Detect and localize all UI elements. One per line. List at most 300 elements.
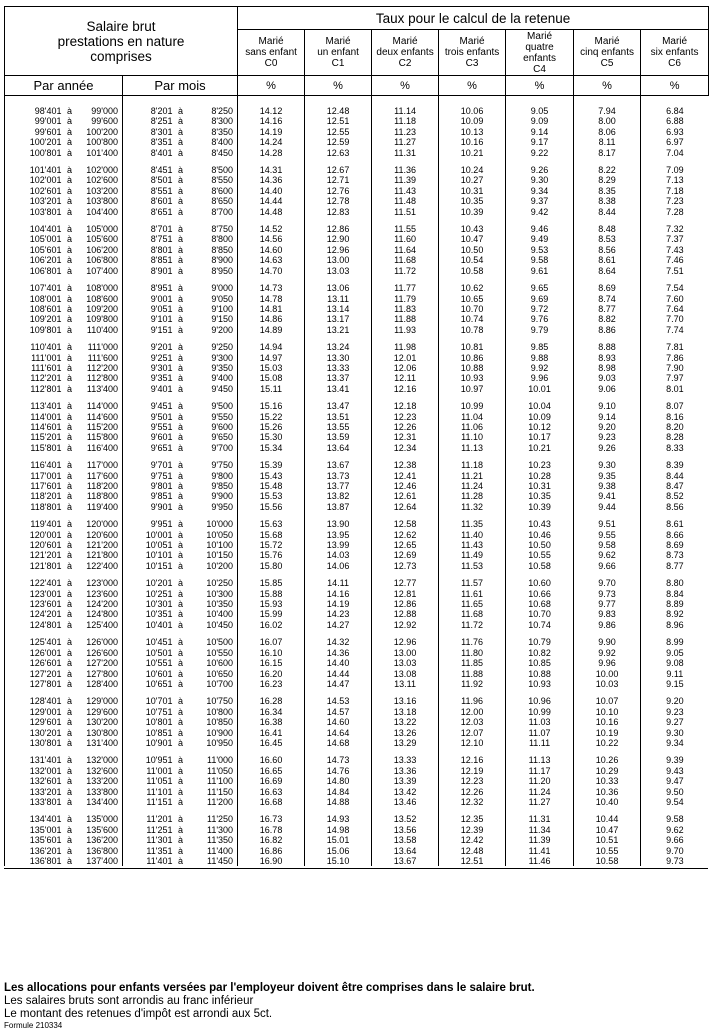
- rate-c2: 11.93: [372, 325, 439, 335]
- gap-cell: [574, 748, 641, 755]
- month-from: 10'251: [123, 589, 174, 599]
- rate-c5: 9.58: [574, 540, 641, 550]
- table-row: [5, 578, 709, 588]
- year-from: 123'601: [5, 599, 63, 609]
- rate-c6: 8.77: [641, 561, 709, 571]
- year-to: 99'600: [91, 116, 118, 127]
- month-to: 10'650: [206, 668, 234, 679]
- rate-c2: 13.64: [372, 846, 439, 856]
- range-separator: à: [66, 362, 72, 373]
- rate-c5: 10.07: [574, 696, 641, 706]
- gap-cell: [641, 807, 709, 814]
- gap-cell: [63, 394, 77, 401]
- gap-cell: [372, 807, 439, 814]
- rate-c2: 11.36: [372, 165, 439, 175]
- rate-c3: 10.13: [439, 127, 506, 137]
- rate-c4: 9.34: [506, 186, 574, 196]
- rate-c4: 11.17: [506, 766, 574, 776]
- table-row: [5, 127, 709, 137]
- month-from: 10'301: [123, 599, 174, 609]
- rate-c6: 7.54: [641, 283, 709, 293]
- month-to: 8'350: [211, 126, 234, 137]
- table-row: [5, 460, 709, 470]
- gap-cell: [641, 276, 709, 283]
- rate-c0: 15.43: [238, 471, 305, 481]
- gap-cell: [372, 335, 439, 342]
- rate-c4: 11.13: [506, 755, 574, 765]
- gap-cell: [372, 276, 439, 283]
- range-separator: à: [66, 796, 72, 807]
- rate-c3: 11.21: [439, 471, 506, 481]
- gap-cell: [305, 158, 372, 165]
- range-separator: à: [66, 224, 72, 235]
- gap-cell: [123, 689, 174, 696]
- year-to: 130'800: [86, 727, 118, 738]
- range-separator: à: [177, 658, 183, 669]
- gap-cell: [238, 630, 305, 637]
- rate-c0: 15.63: [238, 519, 305, 529]
- gap-cell: [506, 217, 574, 224]
- month-from: 11'251: [123, 825, 174, 835]
- year-from: 127'801: [5, 679, 63, 689]
- column-header-c6: Marié six enfants C6: [641, 30, 709, 76]
- month-from: 8'351: [123, 137, 174, 147]
- month-from: 11'301: [123, 835, 174, 845]
- rate-c6: 7.18: [641, 186, 709, 196]
- gap-cell: [439, 807, 506, 814]
- rate-c3: 10.70: [439, 304, 506, 314]
- gap-cell: [641, 630, 709, 637]
- table-row: [5, 620, 709, 630]
- column-header-c5: Marié cinq enfants C5: [574, 30, 641, 76]
- rate-c4: 9.26: [506, 165, 574, 175]
- rate-c0: 15.53: [238, 491, 305, 501]
- rate-c5: 8.69: [574, 283, 641, 293]
- rate-c0: 14.56: [238, 234, 305, 244]
- range-separator: à: [66, 481, 72, 491]
- rate-c4: 10.70: [506, 609, 574, 619]
- rate-c0: 16.90: [238, 856, 305, 866]
- rate-c0: 14.81: [238, 304, 305, 314]
- range-separator: à: [177, 786, 183, 797]
- rate-c0: 14.48: [238, 207, 305, 217]
- rate-c1: 12.76: [305, 186, 372, 196]
- rate-c4: 10.01: [506, 384, 574, 394]
- rate-c4: 11.03: [506, 717, 574, 727]
- month-to: 9'850: [211, 481, 234, 491]
- month-to: 11'050: [206, 765, 234, 776]
- year-from: 120'601: [5, 540, 63, 550]
- rate-c3: 11.92: [439, 679, 506, 689]
- range-separator: à: [177, 442, 183, 453]
- rate-c4: 9.14: [506, 127, 574, 137]
- rate-c3: 11.32: [439, 502, 506, 512]
- range-separator: à: [66, 560, 72, 571]
- rate-c2: 13.67: [372, 856, 439, 866]
- year-to: 126'600: [86, 647, 118, 658]
- gap-cell: [574, 394, 641, 401]
- rate-c0: 16.07: [238, 637, 305, 647]
- year-from: 133'801: [5, 797, 63, 807]
- rate-c0: 16.65: [238, 766, 305, 776]
- year-to: 100'800: [86, 137, 118, 148]
- rate-c5: 8.22: [574, 165, 641, 175]
- month-to: 9'150: [211, 314, 234, 325]
- gap-cell: [5, 276, 63, 283]
- rate-c5: 10.36: [574, 787, 641, 797]
- range-separator: à: [177, 824, 183, 835]
- rate-c3: 11.24: [439, 481, 506, 491]
- year-to: 132'600: [86, 765, 118, 776]
- rate-c2: 12.92: [372, 620, 439, 630]
- rate-c2: 12.26: [372, 422, 439, 432]
- range-separator: à: [66, 401, 72, 412]
- gap-cell: [506, 453, 574, 460]
- rate-c0: 15.85: [238, 578, 305, 588]
- year-to: 107'400: [86, 265, 118, 276]
- rate-c6: 8.69: [641, 540, 709, 550]
- month-from: 10'401: [123, 620, 174, 630]
- gap-cell: [174, 276, 188, 283]
- range-separator: à: [66, 765, 72, 776]
- rate-c5: 9.44: [574, 502, 641, 512]
- rate-c5: 8.88: [574, 342, 641, 352]
- month-to: 8'850: [211, 244, 234, 255]
- month-to: 11'350: [206, 835, 234, 846]
- year-to: 104'400: [86, 206, 118, 217]
- gap-cell: [188, 630, 238, 637]
- range-separator: à: [66, 678, 72, 689]
- year-from: 124'201: [5, 609, 63, 619]
- table-row: [5, 342, 709, 352]
- range-separator: à: [66, 206, 72, 217]
- gap-cell: [5, 748, 63, 755]
- month-to: 11'300: [206, 824, 234, 835]
- year-to: 137'400: [86, 856, 118, 866]
- gap-cell: [77, 276, 123, 283]
- range-separator: à: [66, 609, 72, 620]
- month-from: 10'001: [123, 530, 174, 540]
- rate-c4: 10.66: [506, 589, 574, 599]
- rate-c2: 11.60: [372, 234, 439, 244]
- gap-cell: [305, 807, 372, 814]
- rate-c3: 10.50: [439, 245, 506, 255]
- range-separator: à: [66, 835, 72, 846]
- tax-rate-table-sheet: [4, 6, 708, 866]
- rate-c1: 14.53: [305, 696, 372, 706]
- table-row: [5, 530, 709, 540]
- rate-c6: 9.43: [641, 766, 709, 776]
- rate-c4: 10.82: [506, 648, 574, 658]
- rate-c1: 14.73: [305, 755, 372, 765]
- form-code: Formule 210334: [4, 1021, 63, 1030]
- month-to: 9'050: [211, 293, 234, 304]
- gap-cell: [305, 571, 372, 578]
- rate-c2: 11.43: [372, 186, 439, 196]
- table-row: [5, 325, 709, 335]
- range-separator: à: [177, 814, 183, 825]
- footer-rounding-tax-note: Le montant des retenues d'impôt est arrondi aux 5ct.: [4, 1008, 273, 1020]
- rate-c5: 8.17: [574, 148, 641, 158]
- range-separator: à: [177, 411, 183, 422]
- month-to: 10'000: [206, 519, 234, 530]
- range-separator: à: [177, 481, 183, 491]
- month-from: 9'951: [123, 519, 174, 529]
- range-separator: à: [66, 383, 72, 394]
- month-from: 8'701: [123, 224, 174, 234]
- range-separator: à: [177, 588, 183, 599]
- gap-cell: [123, 158, 174, 165]
- unit-c0: %: [238, 76, 305, 96]
- month-to: 11'400: [206, 845, 234, 856]
- year-from: 132'601: [5, 776, 63, 786]
- gap-cell: [641, 571, 709, 578]
- rate-c1: 14.84: [305, 787, 372, 797]
- gap-cell: [641, 158, 709, 165]
- year-to: 117'000: [86, 460, 118, 471]
- gap-cell: [506, 335, 574, 342]
- rate-c1: 13.55: [305, 422, 372, 432]
- range-separator: à: [66, 234, 72, 245]
- year-from: 109'201: [5, 314, 63, 324]
- gap-cell: [238, 217, 305, 224]
- rate-c1: 14.36: [305, 648, 372, 658]
- year-to: 123'600: [86, 588, 118, 599]
- rate-c1: 13.59: [305, 432, 372, 442]
- rate-c6: 8.33: [641, 443, 709, 453]
- rate-c5: 9.03: [574, 373, 641, 383]
- year-to: 119'400: [86, 501, 118, 512]
- gap-cell: [77, 748, 123, 755]
- range-separator: à: [66, 165, 72, 176]
- rate-c4: 10.85: [506, 658, 574, 668]
- rate-c6: 7.97: [641, 373, 709, 383]
- year-to: 131'400: [86, 737, 118, 748]
- rate-c4: 11.39: [506, 835, 574, 845]
- gap-cell: [77, 394, 123, 401]
- year-to: 124'200: [86, 599, 118, 610]
- year-to: 118'800: [86, 491, 118, 502]
- rate-c5: 9.70: [574, 578, 641, 588]
- month-from: 8'651: [123, 207, 174, 217]
- rate-c3: 10.27: [439, 175, 506, 185]
- rate-c5: 9.90: [574, 637, 641, 647]
- rate-c6: 9.23: [641, 707, 709, 717]
- year-to: 113'400: [86, 383, 118, 394]
- rate-c4: 10.96: [506, 696, 574, 706]
- rate-c4: 10.21: [506, 443, 574, 453]
- gap-cell: [439, 689, 506, 696]
- rate-c6: 7.64: [641, 304, 709, 314]
- table-row: [5, 224, 709, 234]
- gap-cell: [123, 807, 174, 814]
- range-separator: à: [177, 599, 183, 610]
- table-row: [5, 401, 709, 411]
- month-from: 11'201: [123, 814, 174, 824]
- rate-c2: 13.22: [372, 717, 439, 727]
- rate-c2: 12.77: [372, 578, 439, 588]
- table-row: [5, 196, 709, 206]
- table-row: [5, 648, 709, 658]
- rate-c2: 12.18: [372, 401, 439, 411]
- year-to: 129'000: [86, 696, 118, 707]
- range-separator: à: [66, 717, 72, 728]
- month-to: 9'000: [211, 283, 234, 294]
- range-separator: à: [66, 244, 72, 255]
- rate-c1: 14.40: [305, 658, 372, 668]
- gap-cell: [439, 335, 506, 342]
- range-separator: à: [177, 637, 183, 648]
- rate-c0: 15.30: [238, 432, 305, 442]
- rate-c5: 9.86: [574, 620, 641, 630]
- column-header-c2: Marié deux enfants C2: [372, 30, 439, 76]
- month-to: 9'800: [211, 470, 234, 481]
- gap-cell: [574, 807, 641, 814]
- rate-c0: 15.22: [238, 412, 305, 422]
- year-to: 120'600: [86, 529, 118, 540]
- rate-c1: 13.64: [305, 443, 372, 453]
- table-row: [5, 658, 709, 668]
- month-to: 8'800: [211, 234, 234, 245]
- year-to: 135'600: [86, 824, 118, 835]
- gap-cell: [174, 512, 188, 519]
- month-from: 8'951: [123, 283, 174, 293]
- year-from: 109'801: [5, 325, 63, 335]
- year-from: 132'001: [5, 766, 63, 776]
- month-from: 9'701: [123, 460, 174, 470]
- year-from: 112'201: [5, 373, 63, 383]
- year-to: 129'600: [86, 706, 118, 717]
- rate-c2: 11.48: [372, 196, 439, 206]
- range-separator: à: [177, 540, 183, 551]
- rate-c4: 9.37: [506, 196, 574, 206]
- rate-c0: 15.16: [238, 401, 305, 411]
- gap-cell: [641, 394, 709, 401]
- year-from: 119'401: [5, 519, 63, 529]
- rate-c6: 9.11: [641, 669, 709, 679]
- year-from: 100'801: [5, 148, 63, 158]
- rate-c0: 16.86: [238, 846, 305, 856]
- rate-c6: 9.05: [641, 648, 709, 658]
- rate-c3: 10.86: [439, 353, 506, 363]
- rate-c6: 9.50: [641, 787, 709, 797]
- range-separator: à: [66, 519, 72, 530]
- gap-cell: [77, 217, 123, 224]
- rate-c3: 11.96: [439, 696, 506, 706]
- row-group-gap: [5, 512, 709, 519]
- rate-c2: 12.41: [372, 471, 439, 481]
- unit-c6: %: [641, 76, 709, 96]
- rate-c4: 10.28: [506, 471, 574, 481]
- year-to: 108'600: [86, 293, 118, 304]
- rate-c0: 15.99: [238, 609, 305, 619]
- rate-c5: 9.26: [574, 443, 641, 453]
- gap-cell: [188, 394, 238, 401]
- month-to: 10'600: [206, 658, 234, 669]
- year-to: 112'800: [86, 373, 118, 384]
- month-from: 10'501: [123, 648, 174, 658]
- rate-c1: 12.55: [305, 127, 372, 137]
- rate-c0: 14.97: [238, 353, 305, 363]
- rate-c6: 9.54: [641, 797, 709, 807]
- rate-c3: 10.74: [439, 314, 506, 324]
- gap-cell: [123, 453, 174, 460]
- range-separator: à: [177, 303, 183, 314]
- rate-c0: 14.40: [238, 186, 305, 196]
- rate-c5: 9.35: [574, 471, 641, 481]
- gap-cell: [123, 335, 174, 342]
- rate-c3: 10.54: [439, 255, 506, 265]
- month-to: 10'250: [206, 578, 234, 589]
- rate-c3: 11.06: [439, 422, 506, 432]
- rate-c6: 7.51: [641, 266, 709, 276]
- rate-c4: 10.31: [506, 481, 574, 491]
- rate-c0: 14.24: [238, 137, 305, 147]
- range-separator: à: [66, 814, 72, 825]
- table-row: [5, 755, 709, 765]
- rate-c2: 12.34: [372, 443, 439, 453]
- table-row: [5, 294, 709, 304]
- rate-c6: 8.99: [641, 637, 709, 647]
- rate-c3: 11.76: [439, 637, 506, 647]
- rate-c5: 8.29: [574, 175, 641, 185]
- rate-c0: 14.89: [238, 325, 305, 335]
- gap-cell: [77, 571, 123, 578]
- month-from: 10'051: [123, 540, 174, 550]
- rate-c5: 8.61: [574, 255, 641, 265]
- gap-cell: [123, 571, 174, 578]
- range-separator: à: [177, 460, 183, 471]
- rate-c1: 13.95: [305, 530, 372, 540]
- gap-cell: [63, 453, 77, 460]
- rate-c6: 7.90: [641, 363, 709, 373]
- table-row: [5, 353, 709, 363]
- year-to: 105'000: [86, 224, 118, 235]
- month-to: 10'200: [206, 560, 234, 571]
- month-from: 9'551: [123, 422, 174, 432]
- gap-cell: [188, 512, 238, 519]
- rate-c2: 12.65: [372, 540, 439, 550]
- rate-c3: 11.40: [439, 530, 506, 540]
- rate-c3: 12.51: [439, 856, 506, 866]
- unit-c1: %: [305, 76, 372, 96]
- rate-c6: 9.08: [641, 658, 709, 668]
- month-from: 9'051: [123, 304, 174, 314]
- month-from: 10'901: [123, 738, 174, 748]
- year-to: 101'400: [86, 147, 118, 158]
- rate-c0: 16.28: [238, 696, 305, 706]
- rate-c1: 13.47: [305, 401, 372, 411]
- gap-cell: [63, 748, 77, 755]
- rate-c4: 10.93: [506, 679, 574, 689]
- year-from: 130'801: [5, 738, 63, 748]
- month-to: 9'100: [211, 303, 234, 314]
- table-row: [5, 502, 709, 512]
- year-from: 106'801: [5, 266, 63, 276]
- year-to: 102'000: [86, 165, 118, 176]
- rate-c0: 15.39: [238, 460, 305, 470]
- rate-c4: 10.60: [506, 578, 574, 588]
- month-from: 10'201: [123, 578, 174, 588]
- rate-c1: 12.71: [305, 175, 372, 185]
- row-group-gap: [5, 276, 709, 283]
- rate-c0: 16.38: [238, 717, 305, 727]
- month-from: 9'251: [123, 353, 174, 363]
- rate-c1: 14.19: [305, 599, 372, 609]
- gap-cell: [439, 453, 506, 460]
- gap-cell: [305, 512, 372, 519]
- rate-c3: 11.04: [439, 412, 506, 422]
